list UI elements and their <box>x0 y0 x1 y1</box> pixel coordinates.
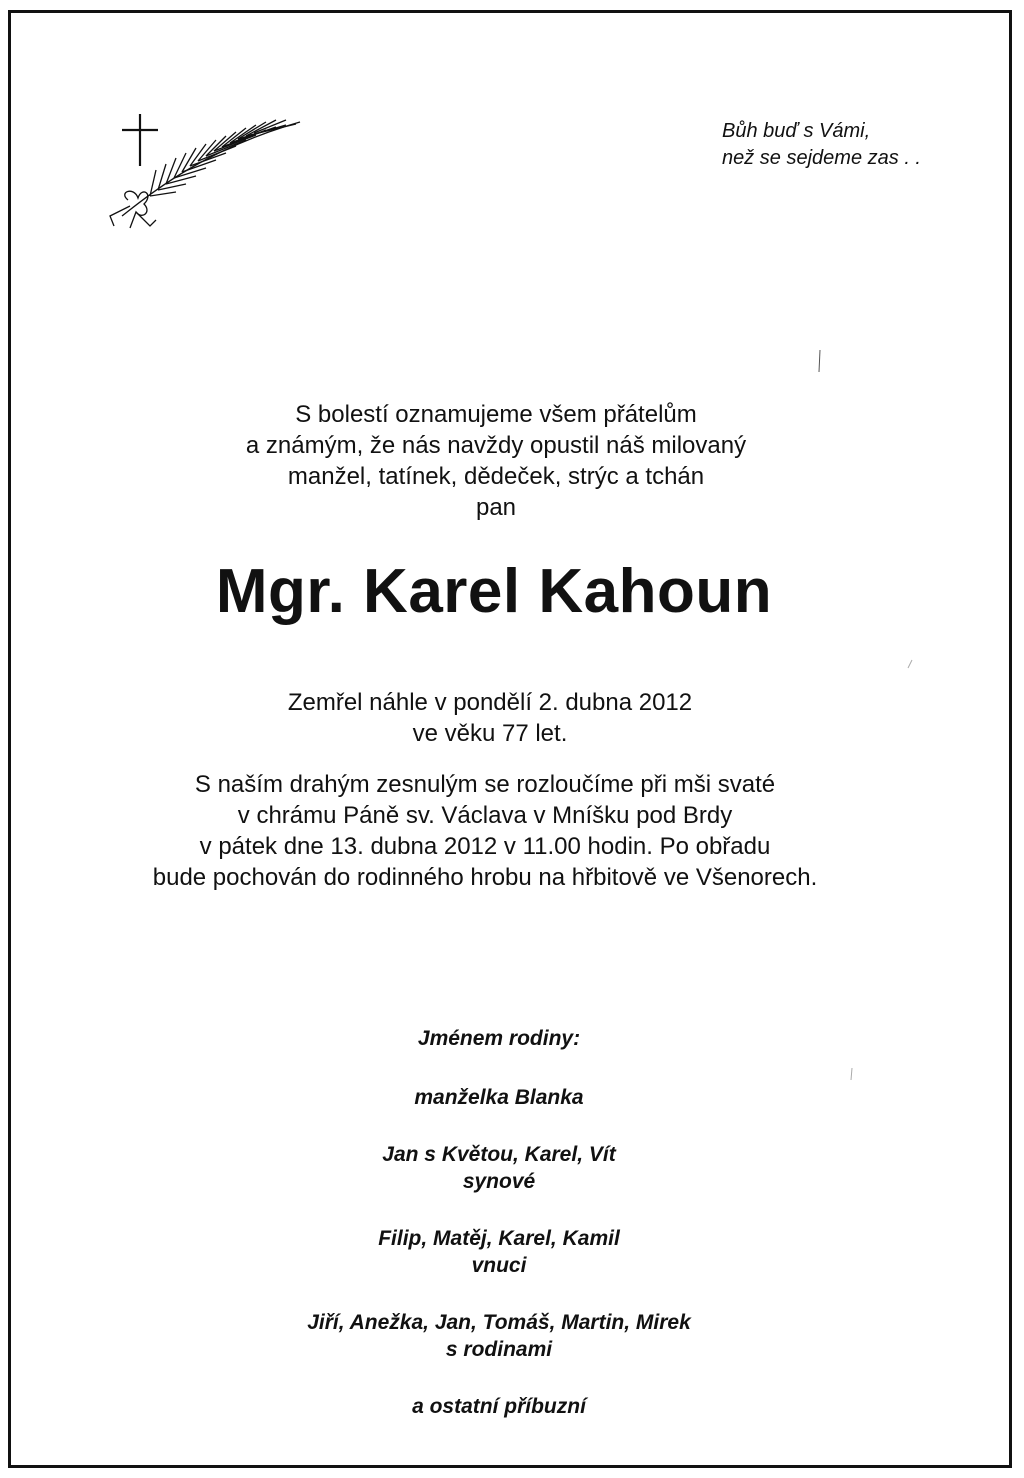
announcement-line: a známým, že nás navždy opustil náš milovaný <box>245 432 747 459</box>
others-label: s rodinami <box>445 1338 553 1361</box>
death-notice <box>0 687 1024 749</box>
announcement-text <box>0 399 1024 523</box>
wife-text: manželka Blanka <box>414 1086 584 1109</box>
grandsons-names: Filip, Matěj, Karel, Kamil <box>378 1227 620 1250</box>
grandsons-label: vnuci <box>471 1254 527 1277</box>
motto-line-1: Bůh buď s Vámi, <box>722 120 871 142</box>
funeral-line: v chrámu Páně sv. Václava v Mníšku pod Brdy <box>237 802 733 829</box>
motto <box>722 118 921 172</box>
announcement-line: pan <box>475 494 517 521</box>
announcement-line: S bolestí oznamujeme všem přátelům <box>295 401 697 428</box>
announcement-line: manžel, tatínek, dědeček, strýc a tchán <box>287 463 705 490</box>
funeral-details <box>0 769 1024 893</box>
funeral-line: bude pochován do rodinného hrobu na hřbitově ve Všenorech. <box>152 864 818 891</box>
family-grandsons <box>0 1225 998 1279</box>
sons-names: Jan s Květou, Karel, Vít <box>382 1143 616 1166</box>
others-names: Jiří, Anežka, Jan, Tomáš, Martin, Mirek <box>307 1311 691 1334</box>
funeral-line: S naším drahým zesnulým se rozloučíme při mši svaté <box>194 771 776 798</box>
family-signatures <box>0 1025 1024 1450</box>
relatives-text: a ostatní příbuzní <box>412 1395 586 1418</box>
sons-label: synové <box>462 1170 536 1193</box>
funeral-line: v pátek dne 13. dubna 2012 v 11.00 hodin. Po obřadu <box>199 833 771 860</box>
family-sons <box>0 1141 998 1195</box>
family-heading <box>0 1025 998 1052</box>
deceased-name: Mgr. Karel Kahoun <box>215 557 773 626</box>
family-wife <box>0 1084 998 1111</box>
palm-branch-icon <box>110 120 300 228</box>
death-notice-line: Zemřel náhle v pondělí 2. dubna 2012 <box>287 689 693 716</box>
death-notice-line: ve věku 77 let. <box>412 720 568 747</box>
family-relatives <box>0 1393 998 1420</box>
family-others <box>0 1309 998 1363</box>
motto-line-2: než se sejdeme zas . . <box>722 147 921 169</box>
cross-and-palm-emblem <box>100 108 310 233</box>
family-heading-text: Jménem rodiny: <box>417 1027 581 1050</box>
cross-icon <box>122 114 158 166</box>
